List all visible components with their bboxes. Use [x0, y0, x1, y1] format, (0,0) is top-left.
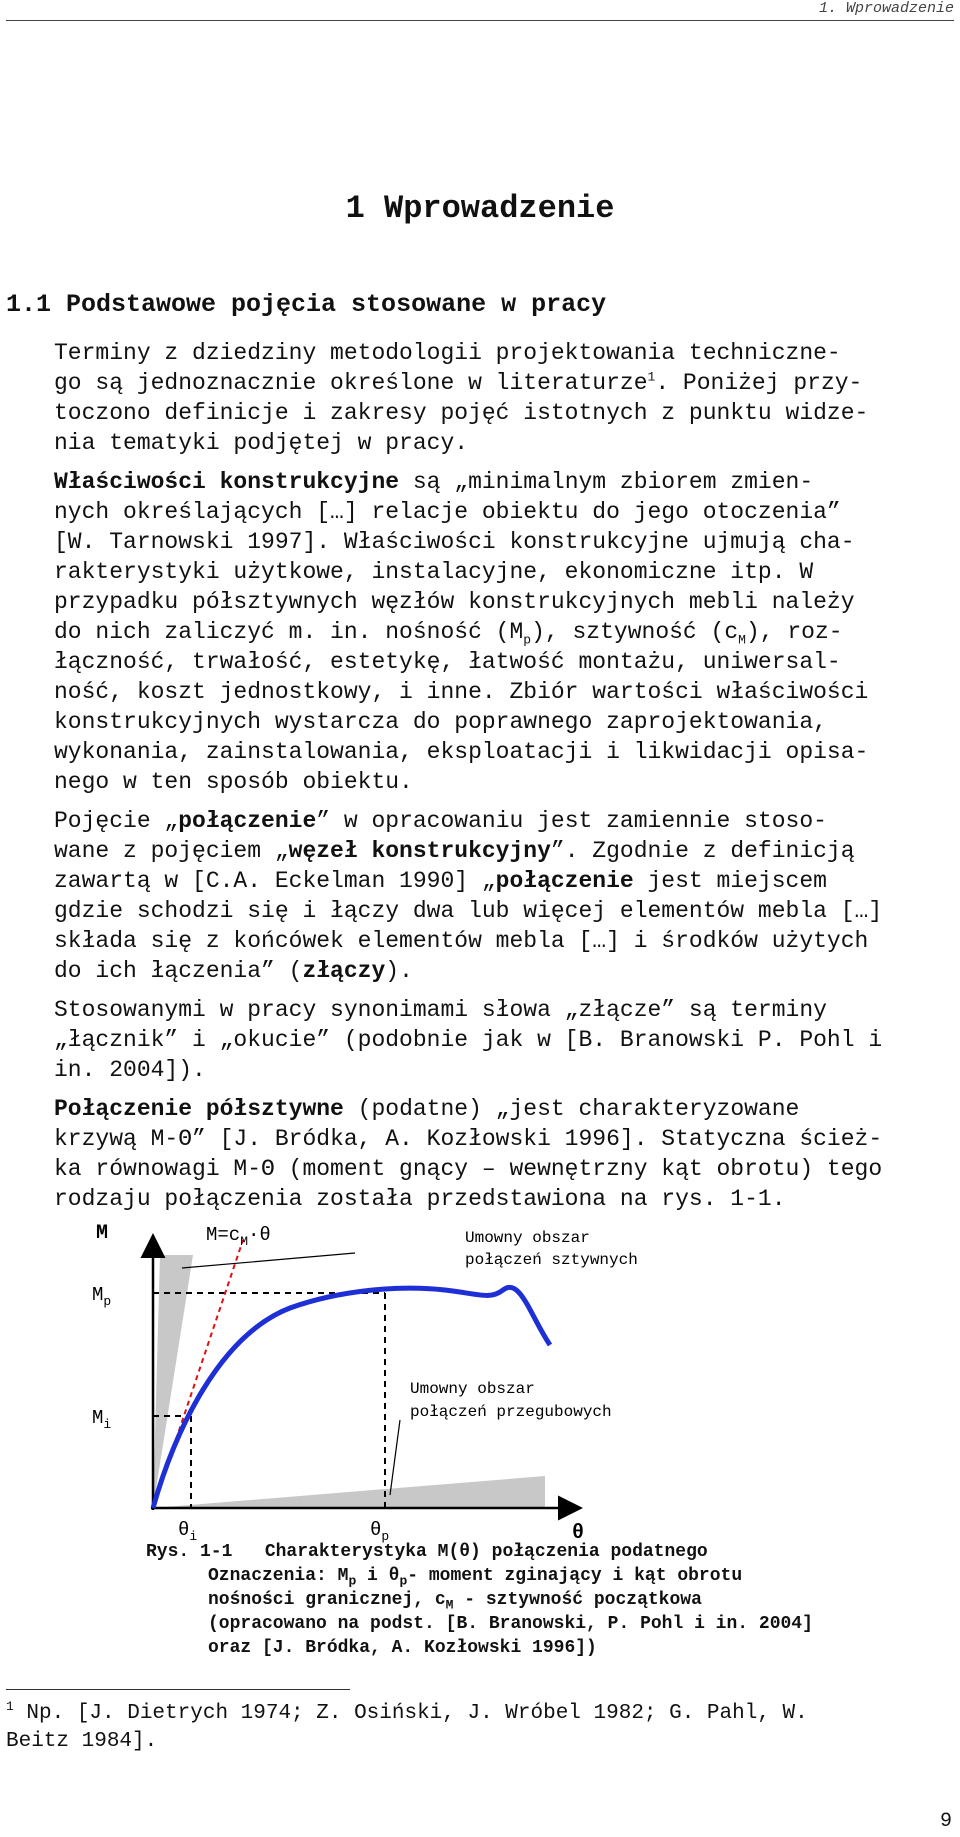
text-line: rakterystyki użytkowe, instalacyjne, ekonomiczne itp. W	[54, 559, 814, 585]
text-run: do ich łączenia” (	[54, 958, 303, 984]
rigid-zone-note	[465, 1229, 638, 1269]
text-run: . Poniżej przy-	[655, 370, 863, 396]
defined-term: węzeł konstrukcyjny	[288, 838, 551, 864]
paragraph-5	[6, 1094, 954, 1214]
paragraph-4	[6, 995, 954, 1085]
stiffness-equation	[206, 1224, 271, 1249]
text-line	[6, 1094, 954, 1124]
section-title: 1.1 Podstawowe pojęcia stosowane w pracy	[6, 290, 607, 319]
text-run: M=c	[206, 1224, 241, 1246]
text-run: - moment zginający i kąt obrotu	[407, 1566, 743, 1586]
text-run: zawartą w [C.A. Eckelman 1990] „	[54, 868, 496, 894]
subscript: i	[189, 1529, 198, 1544]
text-run: wane z pojęciem „	[54, 838, 289, 864]
text-line: in. 2004]).	[54, 1057, 206, 1083]
text-line: wykonania, zainstalowania, eksploatacji i likwidacji opisa-	[54, 739, 869, 765]
text-run: M	[92, 1284, 104, 1306]
footnote-rule	[6, 1689, 350, 1690]
text-run: połączeń przegubowych	[410, 1403, 612, 1421]
text-line: Stosowanymi w pracy synonimami słowa „złącze” są terminy	[54, 997, 827, 1023]
text-run: Np. [J. Dietrych 1974; Z. Osiński, J. Wróbel 1982; G. Pahl, W.	[13, 1702, 808, 1725]
defined-term: Połączenie półsztywne	[54, 1096, 344, 1122]
text-run: nośności granicznej, c	[208, 1590, 446, 1610]
defined-term: połączenie	[495, 868, 634, 894]
subscript: p	[523, 632, 532, 648]
caption-line: (opracowano na podst. [B. Branowski, P. Pohl i in. 2004]	[208, 1614, 813, 1634]
subscript: p	[381, 1529, 390, 1544]
text-line	[6, 866, 954, 896]
footnote	[6, 1700, 954, 1756]
leader-hinged	[390, 1420, 400, 1495]
paragraph-3	[6, 806, 954, 986]
text-line: ność, koszt jednostkowy, i inne. Zbiór wartości właściwości	[54, 679, 869, 705]
caption-line	[146, 1564, 813, 1588]
text-line	[6, 956, 954, 986]
text-line: Terminy z dziedziny metodologii projektowania techniczne-	[54, 340, 841, 366]
text-run: ”. Zgodnie z definicją	[550, 838, 855, 864]
text-line: łączność, trwałość, estetykę, łatwość montażu, uniwersal-	[54, 649, 841, 675]
text-run: ·θ	[248, 1224, 271, 1246]
y-axis-label: M	[96, 1222, 109, 1245]
hinged-zone	[153, 1476, 545, 1508]
text-line: konstrukcyjnych wystarcza do poprawnego zaprojektowania,	[54, 709, 827, 735]
text-run: Oznaczenia: M	[208, 1566, 349, 1586]
text-line: ka równowagi M-Θ (moment gnący – wewnętrzny kąt obrotu) tego	[54, 1156, 883, 1182]
subscript: i	[103, 1417, 112, 1432]
footnote-line: Beitz 1984].	[6, 1730, 158, 1753]
text-line: krzywą M-Θ” [J. Bródka, A. Kozłowski 1996]. Statyczna ścież-	[54, 1126, 883, 1152]
text-run: do nich zaliczyć m. in. nośność (M	[54, 619, 524, 645]
text-line	[6, 368, 954, 398]
text-run: ” w opracowaniu jest zamiennie stoso-	[316, 808, 827, 834]
footnote-line	[6, 1700, 954, 1728]
text-line	[6, 836, 954, 866]
text-line: nych określających […] relacje obiektu do jego otoczenia”	[54, 499, 841, 525]
text-run: M	[92, 1407, 104, 1429]
subscript: p	[348, 1573, 357, 1589]
subscript: p	[399, 1573, 408, 1589]
text-line: nego w ten sposób obiektu.	[54, 769, 413, 795]
text-run: θ	[370, 1519, 382, 1541]
page-number: 9	[939, 1810, 952, 1833]
text-run: jest miejscem	[633, 868, 827, 894]
text-run: Umowny obszar	[410, 1380, 535, 1398]
text-line: „łącznik” i „okucie” (podobnie jak w [B. Branowski P. Pohl i	[54, 1027, 883, 1053]
text-run: Pojęcie „	[54, 808, 179, 834]
paragraph-2	[6, 467, 954, 797]
footnote-ref[interactable]: 1	[647, 369, 656, 385]
paragraph-1	[6, 338, 954, 458]
text-line: rodzaju połączenia została przedstawiona na rys. 1-1.	[54, 1186, 786, 1212]
text-line	[6, 806, 954, 836]
text-run: i θ	[356, 1566, 400, 1586]
figure-caption	[146, 1540, 813, 1660]
text-line: gdzie schodzi się i łączy dwa lub więcej elementów mebla […]	[54, 898, 883, 924]
text-run: ).	[385, 958, 413, 984]
text-line: nia tematyki podjętej w pracy.	[54, 430, 469, 456]
subscript: p	[103, 1294, 112, 1309]
leader-rigid	[182, 1253, 355, 1268]
text-run: θ	[178, 1519, 190, 1541]
text-line	[6, 617, 954, 647]
caption-line	[146, 1588, 813, 1612]
text-run: - sztywność początkowa	[453, 1590, 702, 1610]
caption-line: oraz [J. Bródka, A. Kozłowski 1996])	[208, 1638, 597, 1658]
mi-label	[92, 1407, 111, 1432]
text-run: są „minimalnym zbiorem zmien-	[399, 469, 814, 495]
caption-line: Rys. 1-1 Charakterystyka M(θ) połączenia podatnego	[146, 1542, 708, 1562]
subscript: M	[445, 1597, 454, 1613]
subscript: M	[738, 632, 746, 648]
chapter-title: 1 Wprowadzenie	[345, 190, 615, 227]
defined-term: połączenie	[178, 808, 317, 834]
text-run: Umowny obszar	[465, 1229, 590, 1247]
defined-term: złączy	[302, 958, 386, 984]
moment-rotation-figure	[92, 1220, 638, 1550]
body-text	[6, 338, 954, 1223]
text-line: przypadku półsztywnych węzłów konstrukcyjnych mebli należy	[54, 589, 855, 615]
text-run: połączeń sztywnych	[465, 1251, 638, 1269]
text-run: go są jednoznacznie określone w literaturze	[54, 370, 648, 396]
text-run: (podatne) „jest charakteryzowane	[343, 1096, 800, 1122]
text-line	[6, 467, 954, 497]
hinged-zone-note	[410, 1380, 612, 1421]
text-line: składa się z końcówek elementów mebla […] i środków użytych	[54, 928, 869, 954]
text-run: ), sztywność (c	[531, 619, 739, 645]
footnote-mark: 1	[6, 1699, 14, 1714]
text-run: ), roz-	[745, 619, 843, 645]
mp-label	[92, 1284, 111, 1309]
text-line: [W. Tarnowski 1997]. Właściwości konstrukcyjne ujmują cha-	[54, 529, 855, 555]
text-line: toczono definicje i zakresy pojęć istotnych z punktu widze-	[54, 400, 869, 426]
defined-term: Właściwości konstrukcyjne	[54, 469, 400, 495]
running-header: 1. Wprowadzenie	[818, 0, 954, 17]
x-axis-label: θ	[572, 1522, 585, 1545]
subscript: M	[240, 1234, 249, 1249]
header-rule	[6, 20, 954, 21]
